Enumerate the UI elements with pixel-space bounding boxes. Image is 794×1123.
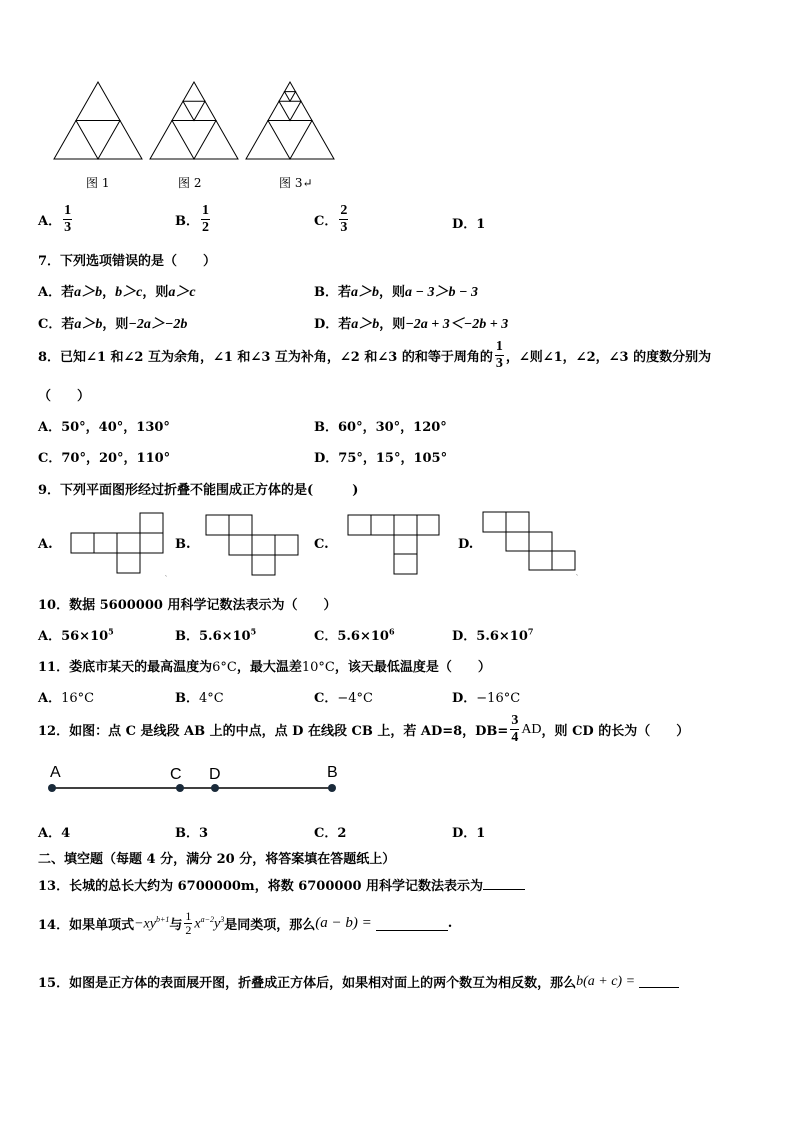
segment-diagram [40, 760, 350, 800]
q6-option-c[interactable] [314, 203, 350, 236]
fraction: $\frac{1}{2}$ [202, 203, 209, 235]
q9-cube-net-a [70, 511, 170, 577]
label-a: A [50, 764, 61, 781]
option-letter: D． [452, 217, 477, 232]
q12-option-a[interactable]: A．4 [38, 826, 71, 841]
q12-option-d[interactable]: D．1 [452, 826, 486, 841]
triangle-figure-2 [148, 80, 240, 162]
q10-option-b[interactable]: B．$5.6\times 10^5$ [175, 626, 257, 644]
svg-text:ˎ: ˎ [165, 570, 167, 577]
q9-cube-net-b [205, 513, 305, 577]
answer-blank[interactable] [483, 889, 525, 890]
q8-option-d[interactable]: D．75°，15°，105° [314, 451, 448, 466]
option-letter: C． [314, 214, 338, 229]
q9-option-a-label[interactable]: A. [38, 537, 53, 552]
q10-option-c[interactable]: C．$5.6\times 10^6$ [314, 626, 395, 644]
fraction: $\frac{1}{2}$ [185, 909, 192, 937]
point-a [48, 784, 56, 792]
q7-stem: 7．下列选项错误的是（ ） [38, 254, 217, 269]
q9-cube-net-c [347, 514, 441, 576]
option-letter: B． [175, 214, 199, 229]
label-b: B [327, 764, 338, 781]
q7-option-b[interactable]: B．若a＞b，则a − 3＞b − 3 [314, 285, 478, 300]
triangle-figure-1 [52, 80, 144, 162]
point-b [328, 784, 336, 792]
q11-option-c[interactable]: C．−4°C [314, 691, 373, 706]
q10-stem: 10．数据 5600000 用科学记数法表示为（ ） [38, 598, 337, 613]
fraction: $\frac{1}{3}$ [495, 339, 503, 371]
q10-option-d[interactable]: D．$5.6\times 10^7$ [452, 626, 534, 644]
q8-stem: 8．已知∠1 和∠2 互为余角，∠1 和∠3 互为补角，∠2 和∠3 的和等于周角的 $\frac{1}{3}$ ，∠则∠1，∠2，∠3 的度数分别为 [38, 339, 712, 371]
q8-option-c[interactable]: C．70°，20°，110° [38, 451, 171, 466]
q9-option-d-label[interactable]: D. [458, 537, 474, 552]
label-d: D [209, 766, 221, 783]
point-d [211, 784, 219, 792]
answer-blank[interactable] [376, 916, 448, 931]
q10-option-a[interactable]: A．$56\times 10^5$ [38, 626, 114, 644]
q7-option-d[interactable]: D．若a＞b，则−2a + 3＜−2b + 3 [314, 317, 509, 332]
svg-text:ˎ: ˎ [576, 569, 578, 576]
q8-option-b[interactable]: B．60°，30°，120° [314, 420, 447, 435]
q15-stem: 15．如图是正方体的表面展开图，折叠成正方体后，如果相对面上的两个数互为相反数，那么 b(a + c) = [38, 972, 679, 991]
q13-stem: 13．长城的总长大约为 6700000m，将数 6700000 用科学记数法表示为 [38, 875, 525, 894]
q9-stem: 9．下列平面图形经过折叠不能围成正方体的是( ) [38, 483, 359, 498]
fraction: $\frac{1}{3}$ [64, 203, 72, 235]
fraction: $\frac{2}{3}$ [340, 203, 348, 235]
figure-caption-1: 图 1 [86, 176, 110, 190]
q8-paren: （ ） [38, 389, 91, 404]
figure-caption-2: 图 2 [178, 176, 202, 190]
q11-stem: 11．娄底市某天的最高温度为6°C，最大温差10°C，该天最低温度是（ ） [38, 660, 491, 675]
section-title: 二、填空题（每题 4 分，满分 20 分，将答案填在答题纸上） [38, 852, 396, 867]
q6-option-a[interactable] [38, 203, 74, 236]
q7-option-c[interactable]: C．若a＞b，则−2a＞−2b [38, 317, 188, 332]
triangle-figure-3 [244, 80, 336, 162]
q14-stem: 14．如果单项式 $-xy^{b+1}$ 与 $\frac{1}{2}$ $x^{a-2}y^3$ 是同类项，那么 (a − b) = . [38, 909, 453, 937]
point-c [176, 784, 184, 792]
answer-blank[interactable] [639, 975, 679, 988]
q9-option-b-label[interactable]: B. [175, 537, 191, 552]
q11-option-d[interactable]: D．−16°C [452, 691, 521, 706]
q12-option-b[interactable]: B．3 [175, 826, 209, 841]
q9-cube-net-d [482, 510, 582, 576]
fraction: $\frac{3}{4}$ [511, 713, 519, 745]
q12-stem: 12．如图：点 C 是线段 AB 上的中点，点 D 在线段 CB 上，若 AD=8，DB= $\frac{3}{4}$ AD ，则 CD 的长为（ ） [38, 713, 690, 745]
q7-option-a[interactable]: A．若a＞b，b＞c，则a＞c [38, 285, 196, 300]
option-letter: A． [38, 214, 62, 229]
q9-option-c-label[interactable]: C. [314, 537, 329, 552]
q6-option-d[interactable] [452, 213, 485, 232]
option-text: 1 [476, 217, 486, 232]
q8-option-a[interactable]: A．50°，40°，130° [38, 420, 170, 435]
figure-caption-3: 图 3↵ [279, 176, 313, 190]
q11-option-a[interactable]: A．16°C [38, 691, 95, 706]
q6-option-b[interactable] [175, 203, 212, 236]
q12-option-c[interactable]: C．2 [314, 826, 347, 841]
q11-option-b[interactable]: B．4°C [175, 691, 224, 706]
label-c: C [170, 766, 182, 783]
